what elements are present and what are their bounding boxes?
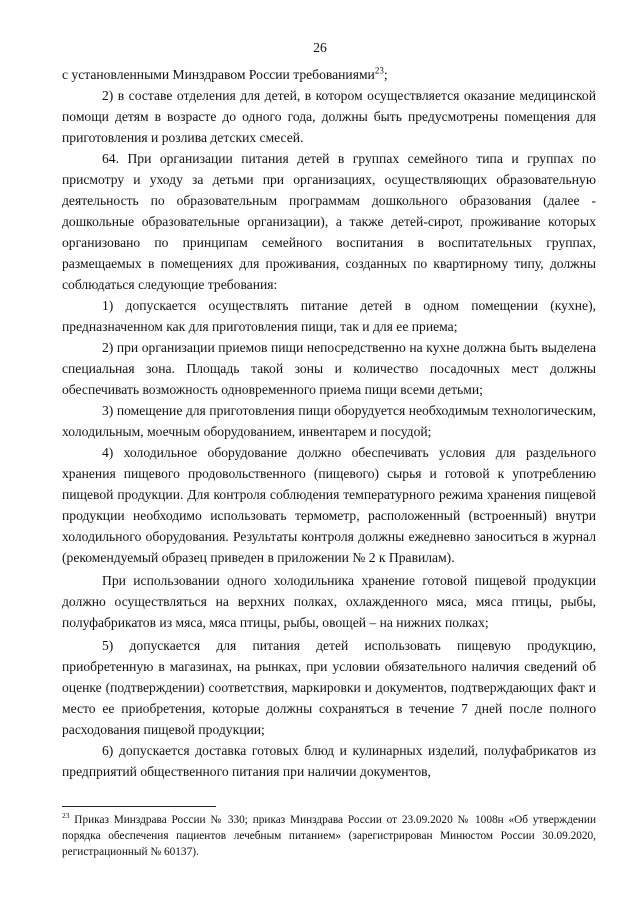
paragraph-item-5: 5) допускается для питания детей использовать пищевую продукцию, приобретенную в магазинах, на рынках, при условии обязательного наличия сведений об оценке (подтверждении) соответствия, маркировки и документов, подтверждающих факт и место ее приобретения, которые должны сохраняться в течение 7 дней после полного расходования пищевой продукции; [62, 638, 596, 737]
document-body [62, 64, 596, 782]
paragraph-item-4: 4) холодильное оборудование должно обеспечивать условия для раздельного хранения пищевого продовольственного (пищевого) сырья и готовой к употреблению пищевой продукции. Для контроля соблюдения температурного режима хранения пищевой продукции необходимо использовать термометр, расположенный (встроенный) внутри холодильного оборудования. Результаты контроля должны ежедневно заноситься в журнал (рекомендуемый образец приведен в приложении № 2 к Правилам). [62, 445, 596, 565]
paragraph-continuation: с установленными Минздравом России требованиями$^{23}$; [62, 65, 388, 82]
paragraph-item-6: 6) допускается доставка готовых блюд и кулинарных изделий, полуфабрикатов из предприятий общественного питания при наличии документов, [62, 743, 596, 779]
page-number: 26 [313, 40, 327, 55]
footnote-divider [62, 806, 216, 807]
footnote [62, 812, 596, 860]
footnote-number: 23 [62, 811, 70, 821]
footnote-text: Приказ Минздрава России № 330; приказ Минздрава России от 23.09.2020 № 1008н «Об утверждении порядка обеспечения пациентов лечебным питанием» (зарегистрирован Минюстом России 30.09.2020, регистрационный № 60137). [62, 814, 596, 858]
paragraph-64: 64. При организации питания детей в группах семейного типа и группах по присмотру и уходу за детьми при организациях, осуществляющих образовательную деятельность по образовательным программам дошкольного образования (далее - дошкольные образовательные организации), а также детей-сирот, проживание которых организовано по принципам семейного воспитания в воспитательных группах, размещаемых в помещениях для проживания, созданных по квартирному типу, должны соблюдаться следующие требования: [62, 151, 596, 292]
footnote-ref: 23 [374, 65, 384, 76]
paragraph-item-1: 1) допускается осуществлять питание детей в одном помещении (кухне), предназначенном как для приготовления пищи, так и для ее приема; [62, 298, 596, 334]
paragraph-item-3: 3) помещение для приготовления пищи оборудуется необходимым технологическим, холодильным, моечным оборудованием, инвентарем и посудой; [62, 403, 596, 439]
paragraph-item-2: 2) в составе отделения для детей, в котором осуществляется оказание медицинской помощи детям в возрасте до одного года, должны быть предусмотрены помещения для приготовления и розлива детских смесей. [62, 88, 596, 145]
paragraph-item-2b: 2) при организации приемов пищи непосредственно на кухне должна быть выделена специальная зона. Площадь такой зоны и количество посадочных мест должны обеспечивать возможность одновременного приема пищи всеми детьми; [62, 340, 596, 397]
paragraph-fridge-storage: При использовании одного холодильника хранение готовой пищевой продукции должно осуществляться на верхних полках, охлажденного мяса, мяса птицы, рыбы, полуфабрикатов из мяса, мяса птицы, рыбы, овощей – на нижних полках; [62, 573, 596, 630]
